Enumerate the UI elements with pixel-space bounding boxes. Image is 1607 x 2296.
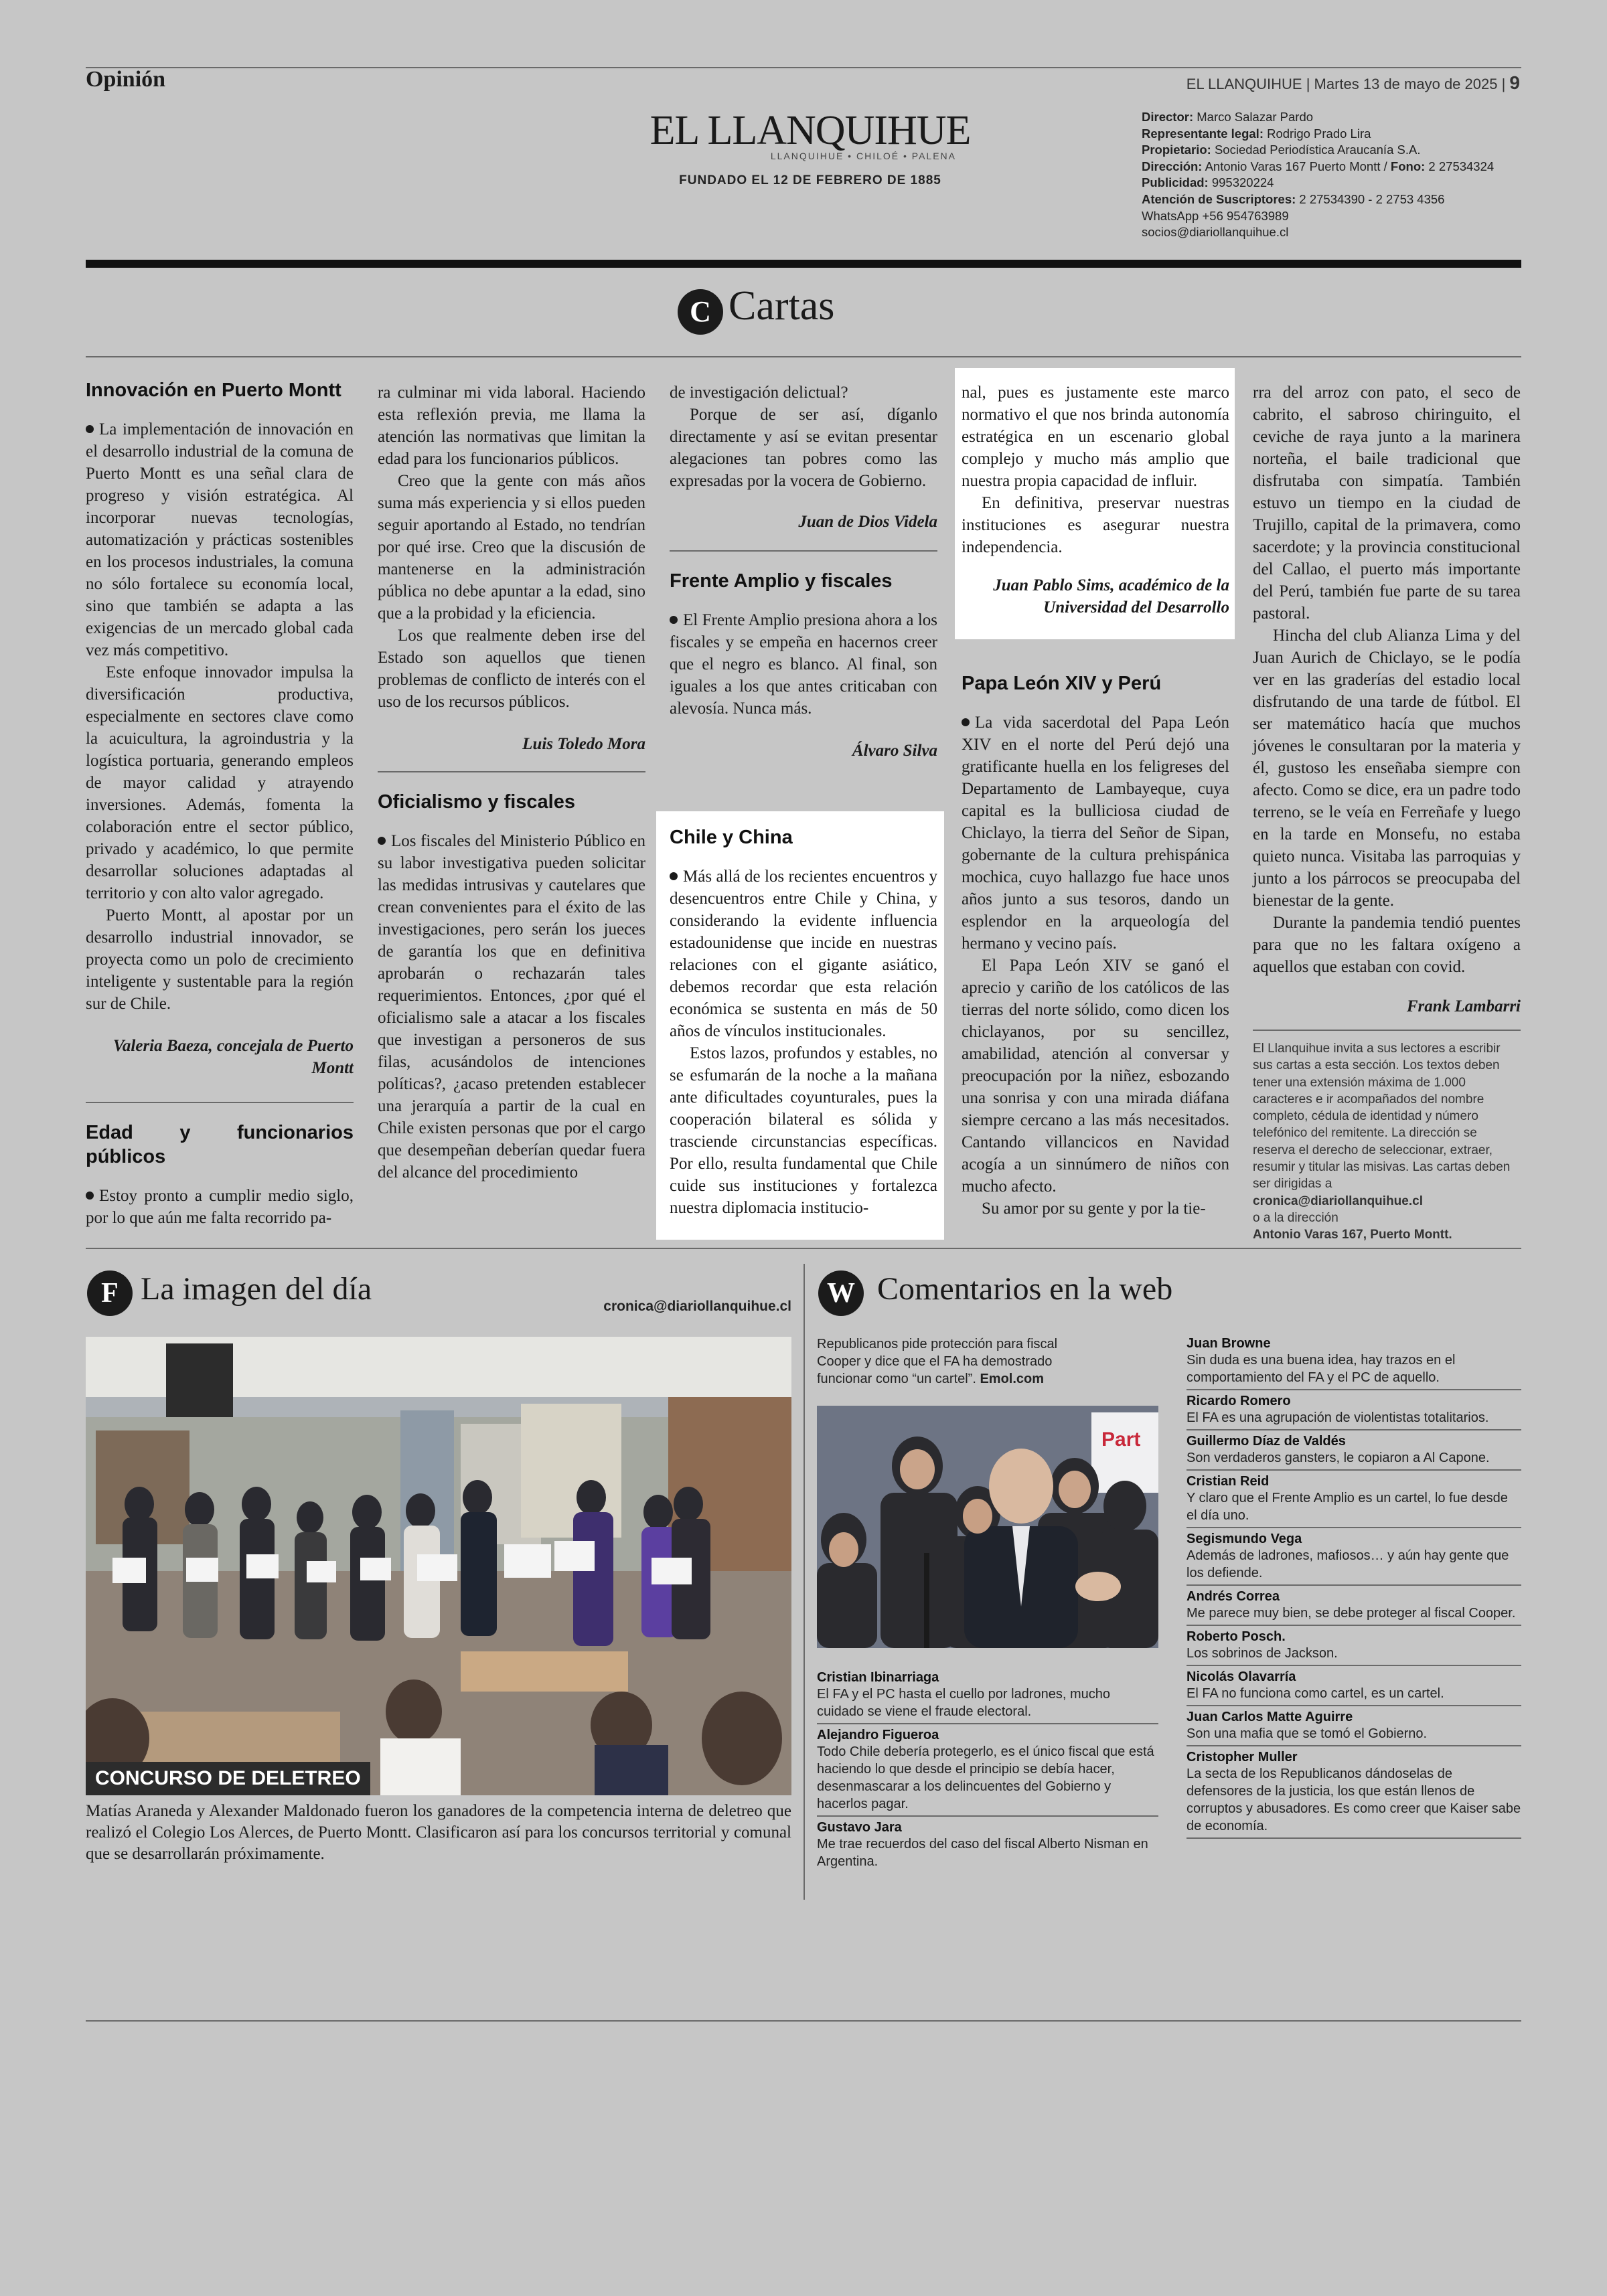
comment-text: Son una mafia que se tomó el Gobierno.: [1187, 1726, 1428, 1741]
comment-text: Todo Chile debería protegerlo, es el único fiscal que está haciendo lo que desde el principio se debía hacer, desenmascarar a los delincuentes del Gobierno y hacerlos pagar.: [817, 1744, 1154, 1811]
comment-item: [817, 1727, 1158, 1817]
photo-sign-text: Part: [1101, 1428, 1141, 1451]
letter-paragraph: Más allá de los recientes encuentros y desencuentros entre Chile y China, y considerando la evidente influencia estadounidense que incide en nuestras relaciones con el gigante asiático, debemos recordar que esta relación económica se sustenta en más de 50 años de vínculos institucionales.: [670, 868, 937, 1040]
letter-papa: [962, 671, 1229, 1220]
letter-paragraph: de investigación delictual?: [670, 384, 848, 402]
letter-paragraph: Este enfoque innovador impulsa la diversificación productiva, especialmente en sectores clave como la acuicultura, la agroindustria y la logística portuaria, generando empleos de mayor calidad y atrayendo inversiones. Además, fomenta la colaboración entre el sector público, privado y académico, lo que permite desarrollar soluciones adaptadas al territorio y con alto valor agregado.: [86, 663, 354, 902]
cartas-rule: [86, 356, 1521, 357]
middle-rule: [86, 1248, 1521, 1249]
page-number: 9: [1509, 72, 1520, 93]
comments-lead: Republicanos pide protección para fiscal Cooper y dice que el FA ha demostrado funcionar como “un cartel”. Emol.com: [817, 1337, 1058, 1386]
comment-author: Guillermo Díaz de Valdés: [1187, 1434, 1346, 1449]
signature: Valeria Baeza, concejala de Puerto Montt: [113, 1037, 354, 1077]
comments-photo: [817, 1406, 1158, 1648]
comment-author: Andrés Correa: [1187, 1589, 1280, 1604]
staff-line: Atención de Suscriptores: 2 27534390 - 2 2753 4356: [1142, 191, 1445, 206]
letter-paragraph: El Papa León XIV se ganó el aprecio y cariño de los católicos de las tierras del norte sólido, como dicen los chiclayanos, por su sencillez, amabilidad, atención al conversar y preocupación por la niñez, esbozando una sonrisa y con una mirada diáfana siempre cercano a las más necesitados. Cantando villancicos en Navidad acogía a un sinnúmero de niños con mucho afecto.: [962, 957, 1229, 1196]
staff-line: Director: Marco Salazar Pardo: [1142, 110, 1314, 124]
comment-item: [1187, 1749, 1521, 1839]
comment-item: [1187, 1588, 1521, 1626]
column-5: [1253, 382, 1521, 1244]
comment-author: Cristian Ibinarriaga: [817, 1670, 939, 1685]
section-name: Opinión: [86, 67, 166, 92]
letter-paragraph: Creo que la gente con más años suma más experiencia y si ellos pueden seguir aportando al Estado, no tendrían por qué irse. Creo que la discusión de mantenerse en la administración pública no debe apuntar a la edad, sino que a la probidad y la eficiencia.: [378, 472, 645, 623]
comment-text: Los sobrinos de Jackson.: [1187, 1646, 1338, 1661]
headline-papa: Papa León XIV y Perú: [962, 673, 1162, 694]
comment-text: Me parece muy bien, se debe proteger al fiscal Cooper.: [1187, 1606, 1516, 1621]
headline-chile-china: Chile y China: [670, 827, 793, 848]
column-1: [86, 378, 354, 1229]
comment-author: Ricardo Romero: [1187, 1394, 1291, 1408]
comment-author: Juan Carlos Matte Aguirre: [1187, 1710, 1353, 1724]
comment-author: Cristian Reid: [1187, 1474, 1270, 1489]
comment-text: Son verdaderos gansters, le copiaron a Al Capone.: [1187, 1451, 1490, 1465]
imagen-email[interactable]: cronica@diariollanquihue.cl: [603, 1299, 791, 1314]
separator: [670, 550, 937, 552]
top-rule: [86, 67, 1521, 68]
comment-text: El FA es una agrupación de violentistas totalitarios.: [1187, 1410, 1489, 1425]
staff-line: Propietario: Sociedad Periodística Araucanía S.A.: [1142, 143, 1421, 157]
note-email[interactable]: cronica@diariollanquihue.cl: [1253, 1194, 1423, 1208]
bullet-icon: [86, 1192, 94, 1200]
comments-left: [817, 1669, 1158, 1876]
comment-text: El FA no funciona como cartel, es un cartel.: [1187, 1686, 1444, 1701]
comment-item: [817, 1669, 1158, 1724]
letter-paragraph: Los fiscales del Ministerio Público en su labor investigativa pueden solicitar las medidas intrusivas y cautelares que crean convenientes para el éxito de las investigaciones, pero serán los jueces de garantía los que en definitiva aprobarán o rechazarán tales requerimientos. Entonces, ¿por qué el oficialismo sale a atacar a los fiscales que investigan a personeros de sus filas, acusándolos de intenciones políticas?, ¿acaso pretenden establecer una jerarquía a partir de la cual en Chile existen personas que por el cargo que desempeñan deberían quedar fuera del alcance del procedimiento: [378, 832, 645, 1181]
comment-author: Nicolás Olavarría: [1187, 1669, 1296, 1684]
letter-paragraph: Estoy pronto a cumplir medio siglo, por lo que aún me falta recorrido pa-: [86, 1187, 354, 1227]
photo-label: CONCURSO DE DELETREO: [86, 1762, 370, 1795]
comment-author: Alejandro Figueroa: [817, 1728, 939, 1742]
comment-item: [1187, 1669, 1521, 1706]
comment-item: [1187, 1531, 1521, 1586]
cartas-logo-icon: C: [678, 289, 723, 335]
paper-subtitle: LLANQUIHUE • CHILOÉ • PALENA: [770, 151, 956, 161]
comment-item: [1187, 1393, 1521, 1430]
comment-text: El FA y el PC hasta el cuello por ladrones, mucho cuidado se viene el fraude electoral.: [817, 1687, 1111, 1719]
signature: Álvaro Silva: [852, 742, 937, 760]
bullet-icon: [378, 837, 386, 845]
headline-innovacion: Innovación en Puerto Montt: [86, 380, 341, 401]
staff-line: Dirección: Antonio Varas 167 Puerto Montt / Fono: 2 27534324: [1142, 159, 1495, 173]
letter-paragraph: Hincha del club Alianza Lima y del Juan Aurich de Chiclayo, se le podía ver en las graderías del estadio local disfrutando de una tarde de fútbol. El ser matemático hacía que muchos jóvenes le consultaran por la materia y él, gustoso les enseñaba siempre con afecto. Como se dice, era un padre todo terreno, se le veía en Ferreñafe y luego en la tarde en Monsefu, no estaba quieto nunca. Visitaba las parroquias y junto a los párrocos se preocupaba del bienestar de la gente.: [1253, 627, 1521, 910]
letter-paragraph: En definitiva, preservar nuestras instituciones es asegurar nuestra independencia.: [962, 494, 1229, 556]
staff-box: [1142, 109, 1503, 241]
staff-line: socios@diariollanquihue.cl: [1142, 225, 1289, 240]
headline-frente: Frente Amplio y fiscales: [670, 570, 893, 592]
comment-item: [1187, 1709, 1521, 1746]
comment-item: [1187, 1433, 1521, 1471]
comment-item: [1187, 1629, 1521, 1666]
separator: [1253, 1030, 1521, 1031]
photo-of-the-day: [86, 1337, 791, 1795]
column-4: [962, 382, 1229, 619]
letter-paragraph: Su amor por su gente y por la tie-: [982, 1200, 1206, 1218]
letter-paragraph: ra culminar mi vida laboral. Haciendo esta reflexión previa, me llama la atención las normativas que limitan la edad para los funcionarios públicos.: [378, 384, 645, 468]
imagen-logo-icon: F: [87, 1270, 133, 1316]
staff-line: Publicidad: 995320224: [1142, 175, 1274, 190]
letter-paragraph: Los que realmente deben irse del Estado son aquellos que tienen problemas de conflicto de interés con el uso de los recursos públicos.: [378, 627, 645, 711]
staff-line: WhatsApp +56 954763989: [1142, 208, 1289, 223]
column-2: [378, 382, 645, 1183]
paper-title: EL LLANQUIHUE: [649, 108, 971, 153]
comments-right: [1187, 1335, 1521, 1841]
submission-note: El Llanquihue invita a sus lectores a escribir sus cartas a esta sección. Los textos deben tener una extensión máxima de 1.000 caracteres e ir acompañados del nombre completo, cédula de identidad y número telefónico del remitente. La dirección se reserva el derecho de seleccionar, extraer, resumir y titular las misivas. Las cartas deben ser dirigidas a cronica@diariollanquihue.cl o a la dirección Antonio Varas 167, Puerto Montt.: [1253, 1042, 1511, 1242]
bullet-icon: [670, 872, 678, 880]
column-3: [670, 382, 937, 762]
letter-paragraph: Porque de ser así, díganlo directamente y así se evitan presentar alegaciones tan pobres como las expresadas por la vocera de Gobierno.: [670, 406, 937, 490]
comment-author: Gustavo Jara: [817, 1820, 902, 1835]
comment-text: Sin duda es una buena idea, hay trazos en el comportamiento del FA y el PC de aquello.: [1187, 1353, 1456, 1385]
letter-paragraph: Durante la pandemia tendió puentes para que no les faltara oxígeno a aquellos que estaban con covid.: [1253, 914, 1521, 976]
bullet-icon: [962, 718, 970, 726]
comment-item: [1187, 1473, 1521, 1528]
signature: Luis Toledo Mora: [522, 735, 645, 753]
signature: Juan de Dios Videla: [798, 513, 937, 531]
comment-text: Me trae recuerdos del caso del fiscal Alberto Nisman en Argentina.: [817, 1837, 1148, 1869]
classroom-photo: [86, 1337, 791, 1795]
comment-text: Además de ladrones, mafiosos… y aún hay gente que los defiende.: [1187, 1548, 1509, 1580]
bottom-rule: [86, 2020, 1521, 2022]
masthead: [643, 107, 978, 188]
paper-meta: [1187, 72, 1520, 94]
comment-author: Cristopher Muller: [1187, 1750, 1298, 1765]
bullet-icon: [86, 425, 94, 433]
separator: [86, 1102, 354, 1103]
bullet-icon: [670, 616, 678, 624]
note-address: Antonio Varas 167, Puerto Montt.: [1253, 1228, 1452, 1242]
separator: [378, 771, 645, 772]
comment-author: Roberto Posch.: [1187, 1629, 1286, 1644]
letter-paragraph: rra del arroz con pato, el seco de cabrito, el sabroso chiringuito, el ceviche de raya junto a la marinera norteña, el baile tradicional que disfrutaba con simpatía. También estuvo un tiempo en la ciudad de Trujillo, capital de la primavera, como sacerdote; y la provincia constitucional del Callao, el puerto más importante del Perú, también fue parte de su tarea pastoral.: [1253, 384, 1521, 623]
letter-paragraph: La vida sacerdotal del Papa León XIV en el norte del Perú dejó una gratificante huella en los feligreses del Departamento de Lambayeque, cuya capital es la bulliciosa ciudad de Chiclayo, la tierra del Señor de Sipan, gobernante de la cultura prehispánica mochica, cuyo hallazgo fue hace unos años junto a sus tesoros, dando un esplendor en la arqueología del hermano y vecino país.: [962, 714, 1229, 953]
cartas-title: Cartas: [729, 283, 835, 329]
comment-author: Juan Browne: [1187, 1336, 1271, 1351]
comentarios-title: Comentarios en la web: [877, 1271, 1173, 1307]
photo-caption: Matías Araneda y Alexander Maldonado fueron los ganadores de la competencia interna de deletreo que realizó el Colegio Los Alerces, de Puerto Montt. Clasificaron así para los concursos territorial y comunal que se desarrollarán próximamente.: [86, 1802, 791, 1863]
paper-date: EL LLANQUIHUE | Martes 13 de mayo de 2025 |: [1186, 76, 1506, 92]
letter-paragraph: El Frente Amplio presiona ahora a los fiscales y se empeña en hacernos creer que el negro es blanco. Al final, son iguales a los que antes criticaban con alevosía. Nunca más.: [670, 611, 937, 718]
letter-paragraph: La implementación de innovación en el desarrollo industrial de la comuna de Puerto Montt es una señal clara de progreso y visión estratégica. Al incorporar nuevas tecnologías, automatización y prácticas sostenibles en los procesos industriales, la comuna no sólo fortalece su economía local, sino que también se adapta a las exigencias de un mercado global cada vez más competitivo.: [86, 420, 354, 659]
letter-chile-china: [670, 825, 937, 1219]
staff-line: Representante legal: Rodrigo Prado Lira: [1142, 126, 1371, 141]
founded-line: FUNDADO EL 12 DE FEBRERO DE 1885: [679, 173, 941, 187]
letter-paragraph: nal, pues es justamente este marco normativo el que nos brinda autonomía estratégica en un escenario global complejo y mucho más amplio que nuestra propia capacidad de influir.: [962, 384, 1229, 490]
comment-text: Y claro que el Frente Amplio es un cartel, lo fue desde el día uno.: [1187, 1491, 1508, 1523]
lead-source[interactable]: Emol.com: [980, 1372, 1045, 1386]
comentarios-logo-icon: W: [818, 1270, 864, 1316]
headline-edad: Edad y funcionarios públicos: [86, 1122, 354, 1167]
comment-author: Segismundo Vega: [1187, 1532, 1302, 1546]
signature: Juan Pablo Sims, académico de la Universidad del Desarrollo: [993, 576, 1229, 617]
header-thick-rule: [86, 260, 1521, 268]
imagen-title: La imagen del día: [141, 1271, 372, 1307]
bottom-divider: [804, 1264, 805, 1900]
headline-oficialismo: Oficialismo y fiscales: [378, 791, 575, 813]
comment-text: La secta de los Republicanos dándoselas de defensores de la justicia, los que están llenos de corruptos y abusadores. Es como creer que Kaiser sabe de economía.: [1187, 1767, 1521, 1833]
signature: Frank Lambarri: [1406, 997, 1521, 1015]
comment-item: [817, 1819, 1158, 1873]
letter-paragraph: Estos lazos, profundos y estables, no se esfumarán de la noche a la mañana ante dificultades coyunturales, pues la cooperación bilateral es sólida y trasciende circunstancias específicas. Por ello, resulta fundamental que Chile cuide sus instituciones y fortalezca nuestra diplomacia institucio-: [670, 1044, 937, 1217]
letter-paragraph: Puerto Montt, al apostar por un desarrollo industrial innovador, se proyecta como un polo de crecimiento inteligente y sustentable para la región sur de Chile.: [86, 906, 354, 1013]
press-conference-photo: [817, 1406, 1158, 1648]
comment-item: [1187, 1335, 1521, 1390]
